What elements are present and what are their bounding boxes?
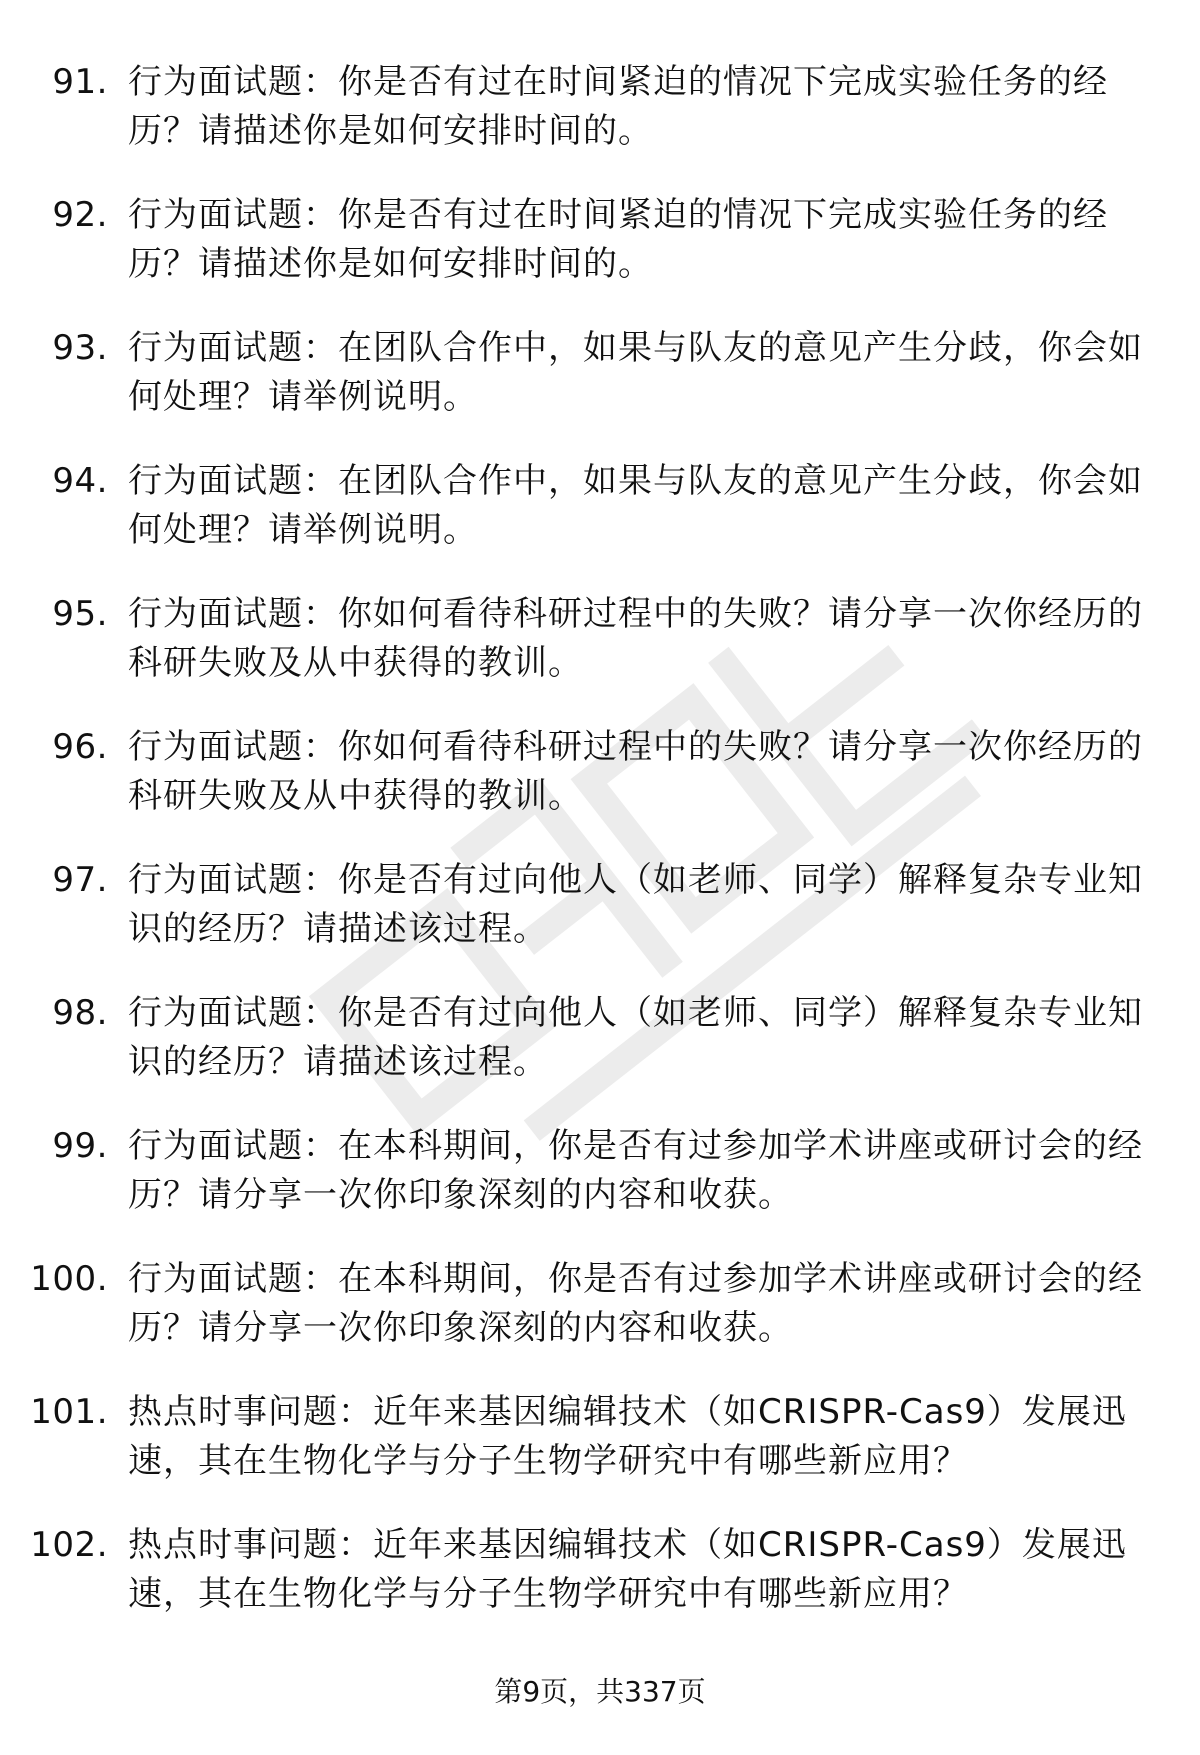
question-number: 100.: [30, 1259, 108, 1299]
question-text: 行为面试题：在本科期间，你是否有过参加学术讲座或研讨会的经历？请分享一次你印象深刻的内容和收获。: [128, 1126, 1143, 1215]
question-number: 94.: [52, 461, 108, 501]
question-text: 行为面试题：你是否有过向他人（如老师、同学）解释复杂专业知识的经历？请描述该过程。: [128, 993, 1143, 1082]
question-number: 102.: [30, 1525, 108, 1565]
question-number: 92.: [52, 195, 108, 235]
question-text: 行为面试题：你是否有过向他人（如老师、同学）解释复杂专业知识的经历？请描述该过程。: [128, 860, 1143, 949]
question-text: 行为面试题：在团队合作中，如果与队友的意见产生分歧，你会如何处理？请举例说明。: [128, 328, 1143, 417]
question-number: 99.: [52, 1126, 108, 1166]
list-item: [0, 1521, 1200, 1654]
question-text: 行为面试题：你如何看待科研过程中的失败？请分享一次你经历的科研失败及从中获得的教训。: [128, 594, 1143, 683]
question-text: 行为面试题：你如何看待科研过程中的失败？请分享一次你经历的科研失败及从中获得的教训。: [128, 727, 1143, 816]
question-text: 行为面试题：你是否有过在时间紧迫的情况下完成实验任务的经历？请描述你是如何安排时间的。: [128, 195, 1108, 284]
list-item: [0, 590, 1200, 723]
question-number: 95.: [52, 594, 108, 634]
question-text: 热点时事问题：近年来基因编辑技术（如CRISPR-Cas9）发展迅速，其在生物化学与分子生物学研究中有哪些新应用？: [128, 1525, 1127, 1614]
list-item: [0, 723, 1200, 856]
question-number: 98.: [52, 993, 108, 1033]
question-number: 97.: [52, 860, 108, 900]
question-number: 96.: [52, 727, 108, 767]
question-number: 91.: [52, 62, 108, 102]
question-number: 93.: [52, 328, 108, 368]
page-number-footer: 第9页，共337页: [494, 1675, 706, 1708]
list-item: [0, 989, 1200, 1122]
question-text: 行为面试题：在本科期间，你是否有过参加学术讲座或研讨会的经历？请分享一次你印象深刻的内容和收获。: [128, 1259, 1143, 1348]
question-number: 101.: [30, 1392, 108, 1432]
list-item: [0, 457, 1200, 590]
list-item: [0, 324, 1200, 457]
list-item: [0, 1122, 1200, 1255]
list-item: [0, 1388, 1200, 1521]
question-text: 热点时事问题：近年来基因编辑技术（如CRISPR-Cas9）发展迅速，其在生物化学与分子生物学研究中有哪些新应用？: [128, 1392, 1127, 1481]
list-item: [0, 1255, 1200, 1388]
list-item: [0, 856, 1200, 989]
question-text: 行为面试题：你是否有过在时间紧迫的情况下完成实验任务的经历？请描述你是如何安排时间的。: [128, 62, 1108, 151]
question-text: 行为面试题：在团队合作中，如果与队友的意见产生分歧，你会如何处理？请举例说明。: [128, 461, 1143, 550]
list-item: [0, 191, 1200, 324]
list-item: [0, 58, 1200, 191]
question-list: [0, 58, 1200, 1654]
